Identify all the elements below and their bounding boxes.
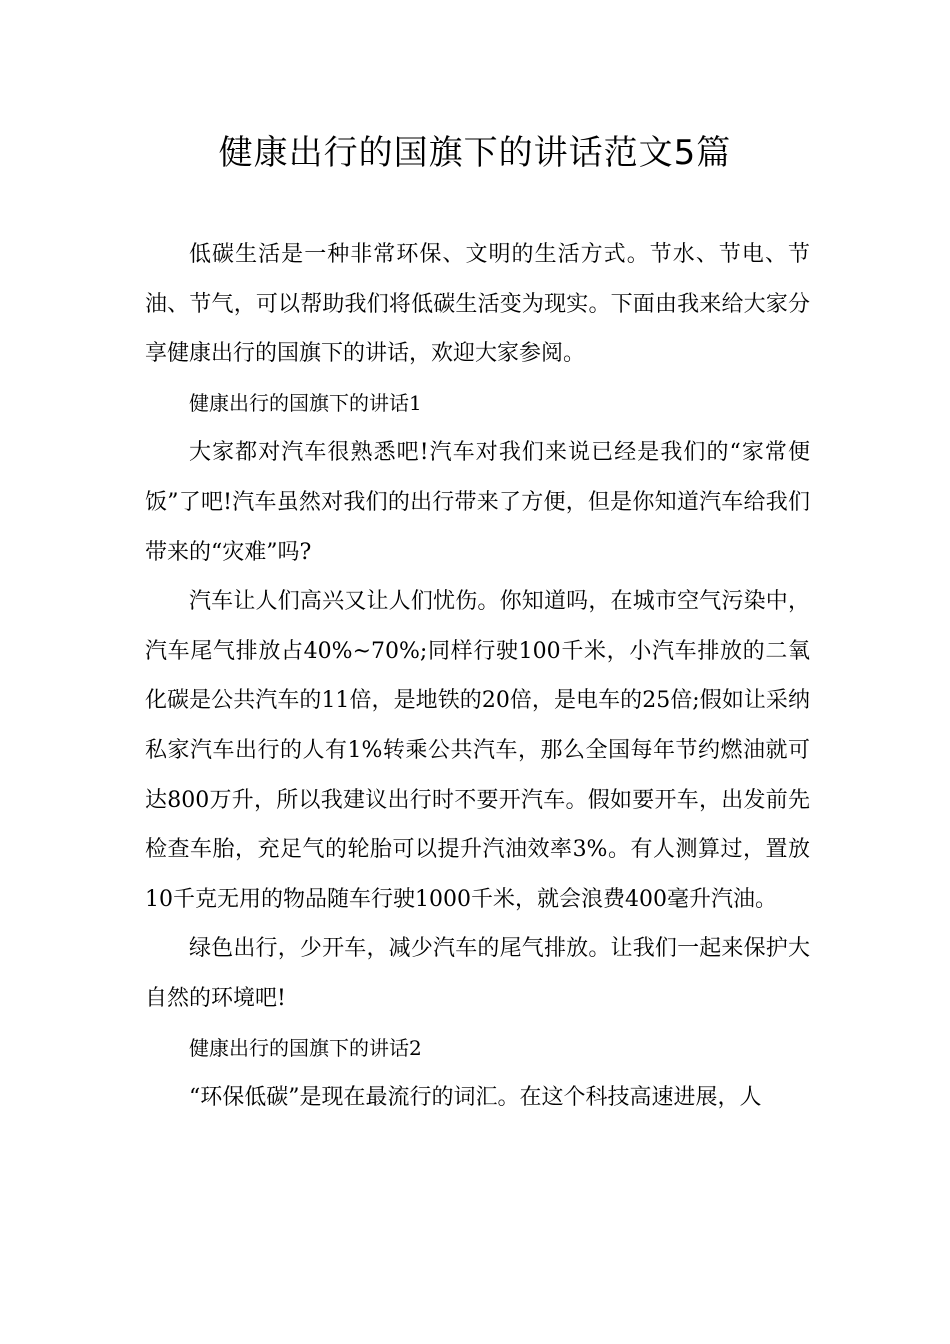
section-1-paragraph-1: 大家都对汽车很熟悉吧!汽车对我们来说已经是我们的“家常便饭”了吧!汽车虽然对我们的出行带来了方便，但是你知道汽车给我们带来的“灾难”吗? [145, 440, 810, 565]
intro-paragraph: 低碳生活是一种非常环保、文明的生活方式。节水、节电、节油、节气，可以帮助我们将低碳生活变为现实。下面由我来给大家分享健康出行的国旗下的讲话，欢迎大家参阅。 [145, 242, 810, 367]
section-1-paragraph-3: 绿色出行，少开车，减少汽车的尾气排放。让我们一起来保护大自然的环境吧! [145, 936, 810, 1011]
section-1-paragraph-2: 汽车让人们高兴又让人们忧伤。你知道吗，在城市空气污染中，汽车尾气排放占40%~70%;同样行驶100千米，小汽车排放的二氧化碳是公共汽车的11倍，是地铁的20倍，是电车的25倍;假如让采纳私家汽车出行的人有1%转乘公共汽车，那么全国每年节约燃油就可达800万升，所以我建议出行时不要开汽车。假如要开车，出发前先检查车胎，充足气的轮胎可以提升汽油效率3%。有人测算过，置放10千克无用的物品随车行驶1000千米，就会浪费400毫升汽油。 [145, 589, 810, 912]
document-body [145, 230, 810, 1123]
section-1-heading: 健康出行的国旗下的讲话1 [189, 390, 422, 415]
section-2-paragraph-1: “环保低碳”是现在最流行的词汇。在这个科技高速进展，人 [189, 1085, 762, 1111]
section-2-heading: 健康出行的国旗下的讲话2 [189, 1035, 422, 1060]
document-title: 健康出行的国旗下的讲话范文5篇 [218, 133, 732, 173]
